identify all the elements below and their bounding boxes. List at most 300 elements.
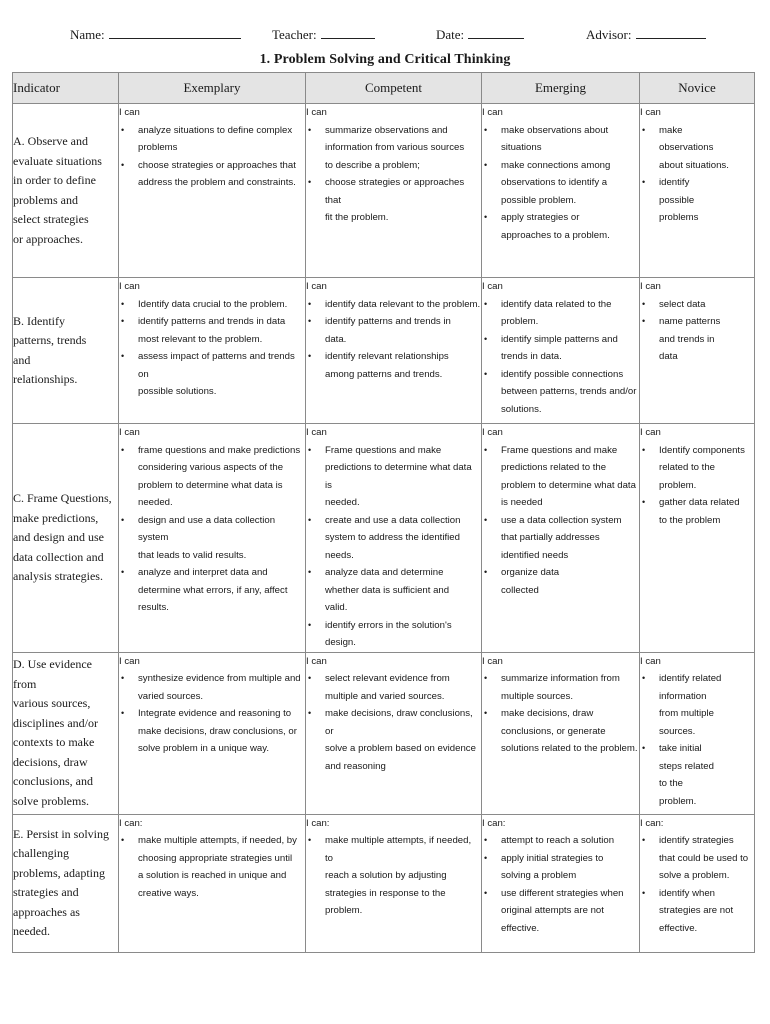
indicator-line: and <box>13 352 31 367</box>
indicator-line: analysis strategies. <box>13 569 103 583</box>
criteria-text <box>659 670 754 740</box>
i-can-label: I can <box>640 281 661 292</box>
criteria-text <box>501 331 639 366</box>
criteria-list <box>119 296 305 401</box>
bullet-icon: • <box>484 124 488 135</box>
criteria-list <box>640 296 754 366</box>
criteria-text-line: varied sources. <box>138 690 204 702</box>
criteria-text-line: analyze situations to define complex <box>138 124 293 136</box>
criteria-text-line: creative ways. <box>138 887 199 899</box>
criteria-item <box>482 850 639 885</box>
column-header-emerging: Emerging <box>482 73 640 104</box>
criteria-text <box>659 494 754 529</box>
criteria-text-line: between patterns, trends and/or <box>501 386 637 397</box>
criteria-text-line: to describe a problem; <box>325 159 420 171</box>
bullet-icon: • <box>484 212 488 222</box>
i-can-label: I can: <box>119 817 143 829</box>
criteria-list <box>306 296 481 384</box>
rubric-table <box>12 72 755 953</box>
bullet-icon: • <box>642 177 646 187</box>
bullet-icon: • <box>642 316 646 326</box>
name-blank[interactable] <box>109 26 241 39</box>
criteria-item <box>482 670 639 705</box>
criteria-text-line: create and use a data collection <box>325 514 461 526</box>
criteria-text-line: conclusions, or generate <box>501 725 606 737</box>
criteria-text <box>138 564 305 617</box>
criteria-text-line: problem. <box>659 479 697 491</box>
criteria-item <box>482 885 639 938</box>
teacher-field[interactable] <box>272 26 375 43</box>
criteria-text <box>659 296 754 314</box>
criteria-text-line: is needed <box>501 497 543 508</box>
indicator-line: solve problems. <box>13 793 89 808</box>
criteria-text-line: about situations. <box>659 159 729 171</box>
criteria-text-line: considering various aspects of the <box>138 462 284 473</box>
bullet-icon: • <box>121 351 125 361</box>
criteria-text <box>659 740 754 810</box>
criteria-item <box>119 442 305 512</box>
criteria-text-line: collected <box>501 584 539 596</box>
criteria-text-line: trends in data. <box>501 351 562 362</box>
i-can-label: I can <box>306 281 327 292</box>
criteria-text-line: results. <box>138 602 169 613</box>
criteria-cell-exemplary <box>119 652 306 814</box>
criteria-text-line: make observations about <box>501 124 609 136</box>
criteria-text-line: to the problem <box>659 514 721 526</box>
i-can-label: I can: <box>306 817 330 829</box>
criteria-text-line: problem to determine what data is <box>138 479 283 491</box>
indicator-line: or approaches. <box>13 231 83 246</box>
criteria-item <box>640 296 754 314</box>
criteria-list <box>640 122 754 227</box>
criteria-text <box>325 442 481 512</box>
bullet-icon: • <box>121 444 125 455</box>
teacher-label: Teacher: <box>272 27 317 42</box>
bullet-icon: • <box>484 673 488 683</box>
rubric-row <box>13 424 755 653</box>
criteria-text-line: strategies in response to the <box>325 887 446 899</box>
criteria-item <box>119 705 305 758</box>
criteria-list <box>482 832 639 937</box>
criteria-text-line: address the problem and constraints. <box>138 177 296 188</box>
criteria-text-line: observations <box>659 142 714 153</box>
criteria-text <box>325 296 481 314</box>
criteria-text-line: organize data <box>501 567 560 578</box>
column-header-competent: Competent <box>306 73 482 104</box>
criteria-text-line: solving a problem <box>501 870 577 881</box>
bullet-icon: • <box>308 298 312 309</box>
criteria-text-line: identify relevant relationships <box>325 351 449 362</box>
criteria-text-line: whether data is sufficient and <box>325 584 450 596</box>
criteria-text <box>501 564 639 599</box>
criteria-text-line: synthesize evidence from multiple and <box>138 673 301 684</box>
bullet-icon: • <box>121 708 125 718</box>
criteria-text-line: Integrate evidence and reasoning to <box>138 708 292 719</box>
criteria-text-line: problem. <box>501 316 539 327</box>
criteria-text-line: original attempts are not <box>501 905 604 916</box>
i-can-label: I can <box>306 107 327 118</box>
criteria-text-line: determine what errors, if any, affect <box>138 584 288 596</box>
criteria-item <box>306 832 481 920</box>
indicator-line: select strategies <box>13 212 89 226</box>
bullet-icon: • <box>484 567 488 577</box>
criteria-cell-emerging <box>482 278 640 424</box>
criteria-list <box>119 670 305 758</box>
criteria-item <box>119 348 305 401</box>
criteria-cell-emerging <box>482 104 640 278</box>
criteria-cell-novice <box>640 424 755 653</box>
criteria-text <box>659 442 754 495</box>
criteria-text-line: Identify components <box>659 444 745 456</box>
indicator-line: A. Observe and <box>13 134 88 148</box>
criteria-item <box>306 296 481 314</box>
criteria-text-line: problems <box>138 142 178 153</box>
criteria-text-line: solve a problem based on evidence <box>325 743 476 754</box>
advisor-blank[interactable] <box>636 26 706 39</box>
criteria-list <box>119 832 305 902</box>
i-can-label: I can <box>640 655 661 667</box>
i-can-label: I can: <box>640 817 664 829</box>
criteria-text-line: strategies are not <box>659 905 734 916</box>
criteria-text-line: possible solutions. <box>138 386 217 397</box>
bullet-icon: • <box>121 673 125 683</box>
criteria-text-line: multiple and varied sources. <box>325 690 445 702</box>
criteria-cell-exemplary <box>119 278 306 424</box>
criteria-text-line: that leads to valid results. <box>138 549 247 561</box>
indicator-line: C. Frame Questions, <box>13 491 112 505</box>
indicator-cell <box>13 424 119 653</box>
criteria-text-line: make connections among <box>501 159 611 171</box>
indicator-line: needed. <box>13 924 50 938</box>
i-can-label: I can <box>119 655 140 667</box>
bullet-icon: • <box>308 124 312 135</box>
bullet-icon: • <box>121 567 125 577</box>
criteria-item <box>306 617 481 652</box>
criteria-text <box>501 296 639 331</box>
criteria-cell-exemplary <box>119 814 306 952</box>
criteria-item <box>306 442 481 512</box>
bullet-icon: • <box>484 514 488 525</box>
criteria-text-line: apply strategies or <box>501 212 580 223</box>
criteria-text-line: identify <box>659 177 690 188</box>
bullet-icon: • <box>484 444 488 455</box>
i-can-label: I can: <box>482 817 506 829</box>
criteria-text <box>501 209 639 244</box>
criteria-text-line: problem to determine what data <box>501 479 636 491</box>
criteria-text-line: make decisions, draw conclusions, or <box>138 725 297 737</box>
criteria-text-line: effective. <box>659 922 698 934</box>
bullet-icon: • <box>484 298 488 309</box>
bullet-icon: • <box>308 177 312 187</box>
criteria-text-line: identify strategies <box>659 835 734 846</box>
criteria-item <box>119 832 305 902</box>
criteria-text-line: data <box>659 351 678 362</box>
criteria-item <box>482 366 639 419</box>
criteria-list <box>306 832 481 920</box>
bullet-icon: • <box>484 708 488 718</box>
criteria-item <box>306 122 481 175</box>
criteria-text <box>138 348 305 401</box>
indicator-line: strategies and <box>13 885 79 899</box>
criteria-text-line: identify data relevant to the problem. <box>325 298 481 310</box>
criteria-list <box>306 122 481 227</box>
criteria-text-line: analyze data and determine <box>325 567 444 578</box>
indicator-line: B. Identify <box>13 313 65 328</box>
indicator-line: various sources, <box>13 696 91 710</box>
criteria-text-line: information <box>659 690 707 702</box>
indicator-line: disciplines and/or <box>13 715 98 730</box>
indicator-line: D. Use evidence from <box>13 657 92 691</box>
criteria-text-line: problems <box>659 212 699 223</box>
bullet-icon: • <box>484 852 488 863</box>
bullet-icon: • <box>484 835 488 845</box>
indicator-line: and design and use <box>13 530 104 544</box>
criteria-text <box>501 442 639 512</box>
column-header-indicator: Indicator <box>13 73 119 104</box>
criteria-text <box>501 885 639 938</box>
criteria-text <box>138 122 305 157</box>
i-can-label: I can <box>119 427 140 438</box>
criteria-item <box>482 296 639 331</box>
criteria-cell-competent <box>306 814 482 952</box>
criteria-item <box>306 670 481 705</box>
criteria-text-line: gather data related <box>659 497 740 508</box>
criteria-item <box>119 296 305 314</box>
i-can-label: I can <box>482 655 503 667</box>
criteria-text-line: solutions related to the problem. <box>501 743 638 754</box>
criteria-text-line: sources. <box>659 725 696 737</box>
indicator-line: problems and <box>13 192 78 207</box>
advisor-label: Advisor: <box>586 27 632 42</box>
bullet-icon: • <box>308 444 312 455</box>
indicator-line: data collection and <box>13 549 104 564</box>
criteria-text-line: name patterns <box>659 316 721 327</box>
criteria-text-line: from multiple <box>659 708 714 719</box>
criteria-item <box>306 512 481 565</box>
criteria-text <box>501 705 639 758</box>
rubric-row <box>13 652 755 814</box>
criteria-text-line: identify related <box>659 673 722 684</box>
criteria-text <box>138 670 305 705</box>
criteria-text-line: select data <box>659 298 706 310</box>
student-info-header <box>0 24 770 46</box>
criteria-text-line: identify simple patterns and <box>501 333 618 345</box>
criteria-item <box>640 885 754 938</box>
date-field[interactable] <box>436 26 524 43</box>
criteria-list <box>119 442 305 617</box>
i-can-label: I can <box>119 107 140 118</box>
i-can-label: I can <box>482 427 503 438</box>
criteria-text-line: identify possible connections <box>501 368 624 380</box>
criteria-text-line: system to address the identified <box>325 532 460 543</box>
name-field[interactable] <box>70 26 241 43</box>
criteria-text-line: problem. <box>659 795 697 807</box>
criteria-text <box>138 705 305 758</box>
criteria-text-line: frame questions and make predictions <box>138 444 301 456</box>
criteria-text-line: choose strategies or approaches that <box>325 177 465 206</box>
indicator-line: approaches as <box>13 904 80 919</box>
advisor-field[interactable] <box>586 26 706 43</box>
bullet-icon: • <box>121 835 125 845</box>
criteria-text <box>138 512 305 565</box>
criteria-text <box>138 832 305 902</box>
indicator-cell <box>13 104 119 278</box>
criteria-text-line: design and use a data collection system <box>138 514 276 543</box>
criteria-text-line: that could be used to <box>659 852 749 864</box>
criteria-cell-emerging <box>482 424 640 653</box>
rubric-row <box>13 278 755 424</box>
criteria-cell-novice <box>640 278 755 424</box>
criteria-text <box>501 850 639 885</box>
criteria-text <box>659 832 754 885</box>
criteria-text <box>501 832 639 850</box>
criteria-cell-competent <box>306 652 482 814</box>
criteria-text-line: effective. <box>501 922 540 934</box>
bullet-icon: • <box>308 673 312 683</box>
criteria-text-line: identify patterns and trends in <box>325 316 451 327</box>
criteria-item <box>306 313 481 348</box>
criteria-text-line: data. <box>325 333 347 345</box>
criteria-text <box>501 512 639 565</box>
criteria-text <box>138 157 305 192</box>
criteria-text-line: needs. <box>325 549 354 561</box>
criteria-text-line: fit the problem. <box>325 212 389 223</box>
criteria-text-line: Identify data crucial to the problem. <box>138 298 288 310</box>
bullet-icon: • <box>642 124 646 135</box>
criteria-text <box>325 348 481 383</box>
criteria-item <box>482 122 639 157</box>
criteria-list <box>482 442 639 600</box>
criteria-list <box>640 442 754 530</box>
criteria-cell-novice <box>640 652 755 814</box>
criteria-text-line: observations to identify a <box>501 177 608 188</box>
criteria-item <box>119 670 305 705</box>
criteria-text-line: possible <box>659 194 695 206</box>
column-header-novice: Novice <box>640 73 755 104</box>
criteria-item <box>482 209 639 244</box>
criteria-text-line: steps related <box>659 760 714 772</box>
criteria-text-line: make <box>659 124 683 136</box>
criteria-item <box>640 740 754 810</box>
criteria-item <box>482 564 639 599</box>
criteria-list <box>482 670 639 758</box>
criteria-item <box>119 313 305 348</box>
criteria-text <box>501 670 639 705</box>
column-header-exemplary: Exemplary <box>119 73 306 104</box>
indicator-cell <box>13 278 119 424</box>
criteria-cell-competent <box>306 104 482 278</box>
criteria-cell-exemplary <box>119 424 306 653</box>
criteria-text-line: multiple sources. <box>501 690 573 702</box>
bullet-icon: • <box>308 835 312 845</box>
bullet-icon: • <box>308 351 312 361</box>
criteria-text <box>501 157 639 210</box>
bullet-icon: • <box>121 316 125 326</box>
bullet-icon: • <box>642 298 646 309</box>
criteria-text-line: solve a problem. <box>659 870 730 881</box>
criteria-item <box>306 564 481 617</box>
criteria-list <box>640 832 754 937</box>
bullet-icon: • <box>642 743 646 753</box>
criteria-text-line: information from various sources <box>325 142 465 153</box>
indicator-line: challenging <box>13 846 69 860</box>
criteria-cell-emerging <box>482 652 640 814</box>
criteria-text-line: identify data related to the <box>501 298 612 310</box>
criteria-item <box>482 157 639 210</box>
criteria-text <box>659 174 754 227</box>
bullet-icon: • <box>484 159 488 170</box>
i-can-label: I can <box>640 427 661 438</box>
criteria-item <box>640 494 754 529</box>
criteria-text-line: select relevant evidence from <box>325 673 450 684</box>
indicator-line: conclusions, and <box>13 774 93 788</box>
criteria-text-line: Frame questions and make <box>501 444 618 456</box>
criteria-text <box>325 705 481 775</box>
criteria-text-line: related to the <box>659 462 716 473</box>
criteria-text-line: summarize information from <box>501 673 620 684</box>
i-can-label: I can <box>640 107 661 118</box>
teacher-blank[interactable] <box>321 26 375 39</box>
criteria-text-line: make decisions, draw conclusions, or <box>325 708 473 737</box>
criteria-item <box>482 512 639 565</box>
bullet-icon: • <box>484 333 488 344</box>
criteria-text-line: among patterns and trends. <box>325 368 443 380</box>
criteria-text-line: situations <box>501 142 542 153</box>
criteria-text-line: design. <box>325 637 356 648</box>
criteria-cell-competent <box>306 278 482 424</box>
criteria-list <box>640 670 754 810</box>
criteria-cell-novice <box>640 104 755 278</box>
criteria-item <box>640 670 754 740</box>
criteria-text-line: take initial <box>659 743 702 754</box>
bullet-icon: • <box>484 368 488 379</box>
criteria-text-line: choose strategies or approaches that <box>138 159 296 171</box>
bullet-icon: • <box>308 316 312 326</box>
criteria-text <box>325 617 481 652</box>
criteria-text-line: summarize observations and <box>325 124 448 136</box>
criteria-cell-exemplary <box>119 104 306 278</box>
i-can-label: I can <box>306 655 327 667</box>
criteria-text <box>325 122 481 175</box>
date-label: Date: <box>436 27 465 42</box>
criteria-text <box>659 313 754 366</box>
criteria-item <box>119 512 305 565</box>
indicator-cell <box>13 814 119 952</box>
criteria-item <box>640 313 754 366</box>
date-blank[interactable] <box>468 26 524 39</box>
criteria-item <box>482 705 639 758</box>
indicator-line: evaluate situations <box>13 153 102 168</box>
criteria-text-line: a solution is reached in unique and <box>138 870 287 881</box>
indicator-line: problems, adapting <box>13 865 105 880</box>
bullet-icon: • <box>642 835 646 845</box>
indicator-cell <box>13 652 119 814</box>
criteria-text-line: identified needs <box>501 549 569 561</box>
criteria-text <box>325 512 481 565</box>
criteria-text-line: reach a solution by adjusting <box>325 870 447 881</box>
criteria-item <box>482 832 639 850</box>
bullet-icon: • <box>121 124 125 135</box>
i-can-label: I can <box>482 281 503 292</box>
criteria-text-line: attempt to reach a solution <box>501 835 615 846</box>
criteria-text-line: to the <box>659 778 684 789</box>
criteria-item <box>482 331 639 366</box>
criteria-text-line: possible problem. <box>501 194 577 206</box>
criteria-text-line: identify patterns and trends in data <box>138 316 286 327</box>
bullet-icon: • <box>121 159 125 170</box>
indicator-line: relationships. <box>13 372 78 386</box>
criteria-text-line: solutions. <box>501 403 542 415</box>
